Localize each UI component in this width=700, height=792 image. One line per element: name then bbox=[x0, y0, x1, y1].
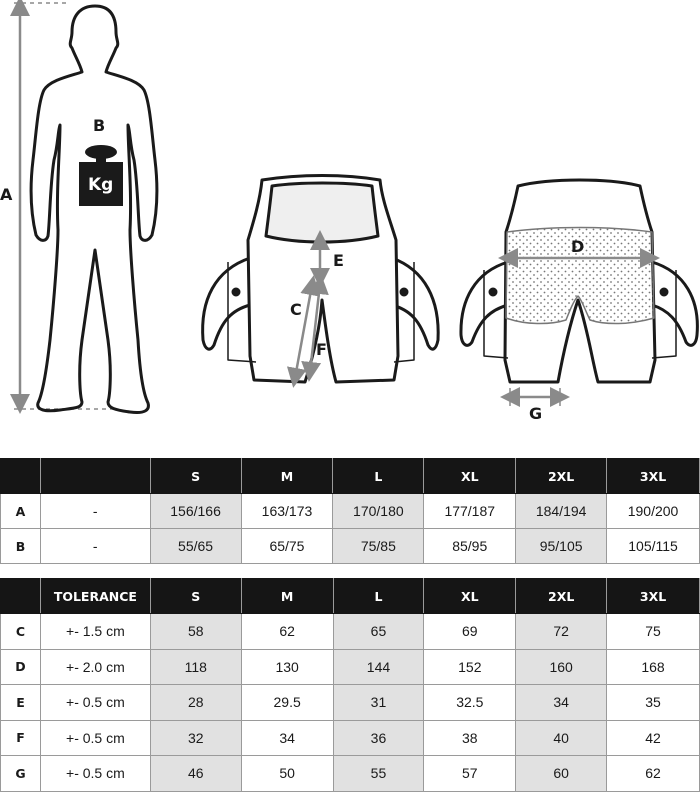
column-header: M bbox=[241, 579, 333, 614]
table-cell: 65/75 bbox=[241, 529, 333, 564]
table-cell: 163/173 bbox=[241, 494, 333, 529]
row-key: B bbox=[1, 529, 41, 564]
table-row bbox=[1, 614, 700, 650]
label-g: G bbox=[529, 404, 543, 423]
column-header bbox=[1, 579, 41, 614]
table-cell: 65 bbox=[333, 614, 424, 650]
row-key: D bbox=[1, 649, 41, 685]
table-cell: 36 bbox=[333, 720, 424, 756]
table-cell: 95/105 bbox=[516, 529, 607, 564]
table-cell: 144 bbox=[333, 649, 424, 685]
label-e: E bbox=[333, 251, 344, 270]
row-key: A bbox=[1, 494, 41, 529]
table-cell: 28 bbox=[150, 685, 241, 721]
column-header: S bbox=[150, 459, 241, 494]
row-key: C bbox=[1, 614, 41, 650]
label-d: D bbox=[571, 237, 585, 256]
table-cell: 29.5 bbox=[241, 685, 333, 721]
table-cell: 118 bbox=[150, 649, 241, 685]
table-cell: 55/65 bbox=[150, 529, 241, 564]
table-cell: 31 bbox=[333, 685, 424, 721]
table-cell: 170/180 bbox=[333, 494, 424, 529]
column-header: 3XL bbox=[607, 459, 700, 494]
table-cell: 160 bbox=[516, 649, 607, 685]
table-cell: 42 bbox=[607, 720, 700, 756]
body-size-table bbox=[0, 458, 700, 564]
column-header: 3XL bbox=[607, 579, 700, 614]
column-header: M bbox=[241, 459, 333, 494]
column-header: XL bbox=[424, 459, 516, 494]
table-cell: 152 bbox=[424, 649, 516, 685]
row-tolerance: +- 0.5 cm bbox=[40, 756, 150, 792]
table-cell: 184/194 bbox=[516, 494, 607, 529]
column-header: 2XL bbox=[516, 459, 607, 494]
table-cell: 32 bbox=[150, 720, 241, 756]
table-cell: 34 bbox=[241, 720, 333, 756]
row-tolerance: +- 2.0 cm bbox=[40, 649, 150, 685]
label-f: F bbox=[316, 340, 327, 359]
label-kg: Kg bbox=[88, 175, 114, 195]
table-row bbox=[1, 649, 700, 685]
label-b: B bbox=[93, 116, 106, 135]
table-row bbox=[1, 494, 700, 529]
table-cell: 40 bbox=[516, 720, 607, 756]
table-cell: 60 bbox=[516, 756, 607, 792]
column-header: S bbox=[150, 579, 241, 614]
table-cell: 32.5 bbox=[424, 685, 516, 721]
table-cell: 177/187 bbox=[424, 494, 516, 529]
label-c: C bbox=[290, 300, 302, 319]
table-cell: 50 bbox=[241, 756, 333, 792]
table-header-row bbox=[1, 459, 700, 494]
row-tolerance: +- 0.5 cm bbox=[40, 720, 150, 756]
row-tolerance: +- 1.5 cm bbox=[40, 614, 150, 650]
garment-size-table bbox=[0, 578, 700, 792]
table-cell: 38 bbox=[424, 720, 516, 756]
row-tolerance: +- 0.5 cm bbox=[40, 685, 150, 721]
table-cell: 35 bbox=[607, 685, 700, 721]
column-header: 2XL bbox=[516, 579, 607, 614]
table-row bbox=[1, 685, 700, 721]
table-cell: 62 bbox=[607, 756, 700, 792]
row-key: F bbox=[1, 720, 41, 756]
table-cell: 75/85 bbox=[333, 529, 424, 564]
column-header: TOLERANCE bbox=[40, 579, 150, 614]
table-cell: 34 bbox=[516, 685, 607, 721]
table-cell: 130 bbox=[241, 649, 333, 685]
table-cell: 55 bbox=[333, 756, 424, 792]
table-cell: 105/115 bbox=[607, 529, 700, 564]
table-row bbox=[1, 756, 700, 792]
table-cell: 69 bbox=[424, 614, 516, 650]
row-note: - bbox=[40, 529, 150, 564]
table-cell: 75 bbox=[607, 614, 700, 650]
table-cell: 156/166 bbox=[150, 494, 241, 529]
row-key: G bbox=[1, 756, 41, 792]
table-cell: 58 bbox=[150, 614, 241, 650]
table-cell: 190/200 bbox=[607, 494, 700, 529]
column-header bbox=[1, 459, 41, 494]
table-cell: 62 bbox=[241, 614, 333, 650]
column-header: XL bbox=[424, 579, 516, 614]
table-cell: 85/95 bbox=[424, 529, 516, 564]
label-a: A bbox=[0, 185, 13, 204]
table-header-row bbox=[1, 579, 700, 614]
table-cell: 72 bbox=[516, 614, 607, 650]
table-row bbox=[1, 529, 700, 564]
row-key: E bbox=[1, 685, 41, 721]
table-cell: 46 bbox=[150, 756, 241, 792]
column-header: L bbox=[333, 459, 424, 494]
shorts-back-view bbox=[461, 180, 697, 382]
column-header: L bbox=[333, 579, 424, 614]
column-header bbox=[40, 459, 150, 494]
table-cell: 168 bbox=[607, 649, 700, 685]
human-figure bbox=[31, 6, 157, 413]
table-cell: 57 bbox=[424, 756, 516, 792]
row-note: - bbox=[40, 494, 150, 529]
table-row bbox=[1, 720, 700, 756]
